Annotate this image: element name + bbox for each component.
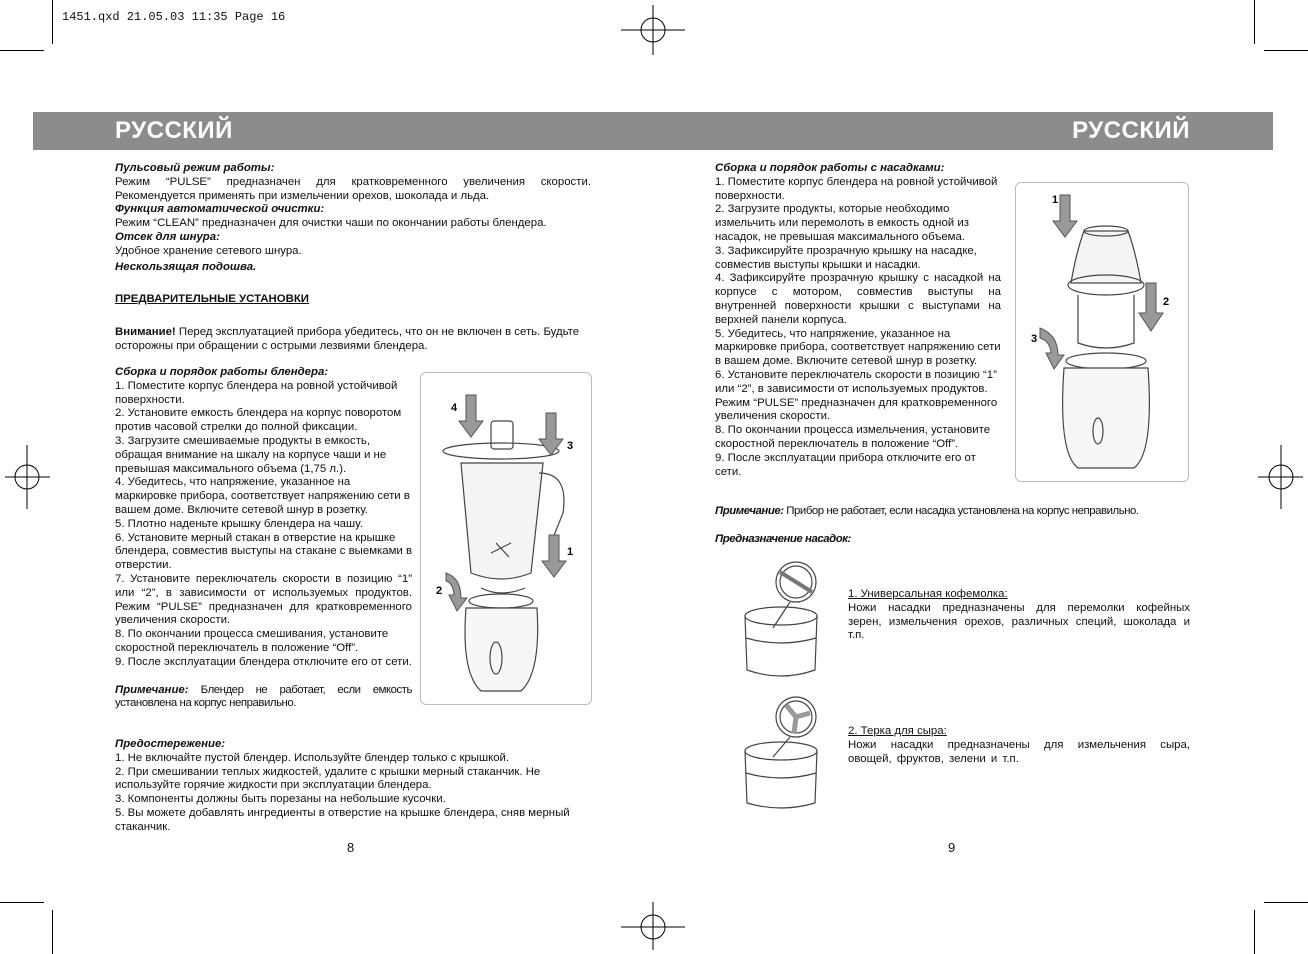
figure-label: 3 — [567, 440, 574, 452]
figure-label: 4 — [451, 402, 458, 414]
page-number-left: 8 — [347, 840, 355, 855]
assembly-heading: Сборка и порядок работы блендера: — [115, 366, 329, 378]
blender-assembly-figure — [420, 372, 592, 705]
step: 3. Зафиксируйте прозрачную крышку на насадке, совместив выступы крышки и насадки. — [715, 244, 977, 271]
left-warnings — [115, 738, 591, 835]
left-page-title: РУССКИЙ — [115, 117, 233, 144]
clean-heading: Функция автоматической очистки: — [115, 203, 325, 216]
step: 3. Загрузите смешиваемые продукты в емкость, обращая внимание на шкалу на корпусе чаши и не превышая максимального объема (1,75 л.). — [115, 434, 387, 475]
step: 4. Убедитесь, что напряжение, указанное на маркировке прибора, соответствует напряжению сети в вашем доме. Включите сетевой шнур в розетку. — [115, 476, 410, 516]
step: 9. После эксплуатации прибора отключите его от сети. — [715, 451, 976, 478]
attachment-text: Ножи насадки предназначены для измельчения сыра, овощей, фруктов, зелени и т.п. — [848, 738, 1190, 765]
step: 8. По окончании процесса измельчения, установите скоростной переключатель в положение “Off”. — [715, 424, 991, 450]
attachment-title: 2. Терка для сыра: — [848, 725, 947, 737]
step: 7. Установите переключатель скорости в позицию “1” или “2”, в зависимости от используемых продуктов. Режим “PULSE” предназначен для кратковременного увеличения скорости. — [115, 572, 412, 627]
warning-item: 1. Не включайте пустой блендер. Используйте блендер только с крышкой. — [115, 751, 510, 764]
warning-heading: Предостережение: — [115, 738, 226, 750]
note-label: Примечание: — [115, 683, 189, 696]
left-features — [115, 162, 591, 354]
right-assembly — [715, 162, 1001, 479]
note — [115, 684, 412, 712]
note-label: Примечание: — [715, 505, 784, 517]
assembly-heading: Сборка и порядок работы с насадками: — [715, 162, 945, 174]
section-title: ПРЕДВАРИТЕЛЬНЫЕ УСТАНОВКИ — [115, 293, 309, 306]
step: 6. Установите переключатель скорости в позицию “1” или “2”, в зависимости от используемых продуктов. Режим “PULSE” предназначен для кратковременного увеличения скорости. — [715, 368, 998, 423]
step: 2. Загрузите продукты, которые необходимо измельчить или перемолоть в емкость одной из насадок, не превышая максимального объема. — [715, 203, 969, 243]
coffee-grinder-attachment-illustration — [740, 560, 830, 685]
print-slug: 1451.qxd 21.05.03 11:35 Page 16 — [62, 10, 286, 24]
cord-text: Удобное хранение сетевого шнура. — [115, 244, 302, 257]
header-bar — [33, 112, 1273, 150]
figure-label: 2 — [1163, 296, 1170, 308]
attention-label: Внимание! — [115, 326, 176, 339]
warning-item: 5. Вы можете добавлять ингредиенты в отверстие на крышке блендера, сняв мерный стаканчик. — [115, 806, 570, 833]
cheese-grater-attachment-illustration — [740, 695, 830, 815]
warning-item: 2. При смешивании теплых жидкостей, удалите с крышки мерный стаканчик. Не используйте горячие жидкости при эксплуатации блендера. — [115, 765, 541, 792]
step: 5. Убедитесь, что напряжение, указанное на маркировке прибора, соответствует напряжению сети в вашем доме. Включите сетевой шнур в розетку. — [715, 327, 1001, 368]
attachment-assembly-figure — [1015, 182, 1189, 482]
note-text: Блендер не работает, если емкость установлена на корпус неправильно. — [115, 683, 412, 710]
note-text: Прибор не работает, если насадка установлена на корпус неправильно. — [783, 505, 1139, 517]
blender-illustration — [421, 373, 591, 704]
pulse-heading: Пульсовый режим работы: — [115, 162, 275, 174]
left-assembly — [115, 366, 412, 711]
pulse-text: Режим “PULSE” предназначен для кратковременного увеличения скорости. Рекомендуется применять при измельчении орехов, шоколада и льда. — [115, 175, 591, 202]
figure-label: 1 — [1052, 194, 1059, 206]
warning-item: 3. Компоненты должны быть порезаны на небольшие кусочки. — [115, 793, 446, 806]
cord-heading: Отсек для шнура: — [115, 230, 220, 243]
right-page-title: РУССКИЙ — [1072, 117, 1190, 144]
step: 4. Зафиксируйте прозрачную крышку с насадкой на корпусе с мотором, совместив выступы на внутренней поверхности крышки с выступами на верхней панели корпуса. — [715, 272, 1001, 326]
purpose-heading: Предназначение насадок: — [715, 533, 851, 545]
attachment-title: 1. Универсальная кофемолка: — [848, 588, 1008, 600]
figure-label: 2 — [436, 585, 443, 597]
attachment-text: Ножи насадки предназначены для перемолки кофейных зерен, измельчения орехов, различных специй, шоколада и т.п. — [848, 601, 1190, 642]
grinder-illustration — [1016, 183, 1188, 481]
sole-heading: Нескользящая подошва. — [115, 260, 257, 273]
attention-paragraph — [115, 326, 591, 354]
right-note — [715, 505, 1195, 519]
step: 5. Плотно наденьте крышку блендера на чашу. — [115, 517, 363, 530]
step: 1. Поместите корпус блендера на ровной устойчивой поверхности. — [115, 379, 398, 406]
step: 6. Установите мерный стакан в отверстие на крышке блендера, совместив выступы на стакане с выемками в отверстии. — [115, 531, 413, 572]
step: 1. Поместите корпус блендера на ровной устойчивой поверхности. — [715, 175, 998, 202]
attention-text: Перед эксплуатацией прибора убедитесь, что он не включен в сеть. Будьте осторожны при обращении с острыми лезвиями блендера. — [115, 326, 580, 352]
step: 8. По окончании процесса смешивания, установите скоростной переключатель в положение “Off”. — [115, 628, 389, 654]
figure-label: 1 — [567, 546, 574, 558]
page-number-right: 9 — [948, 840, 956, 855]
figure-label: 3 — [1031, 333, 1038, 345]
step: 9. После эксплуатации блендера отключите его от сети. — [115, 655, 412, 668]
attachment-item — [848, 588, 1190, 643]
step: 2. Установите емкость блендера на корпус поворотом против часовой стрелки до полной фиксации. — [115, 407, 402, 434]
clean-text: Режим “CLEAN” предназначен для очистки чаши по окончании работы блендера. — [115, 217, 547, 230]
attachment-item — [848, 725, 1190, 766]
